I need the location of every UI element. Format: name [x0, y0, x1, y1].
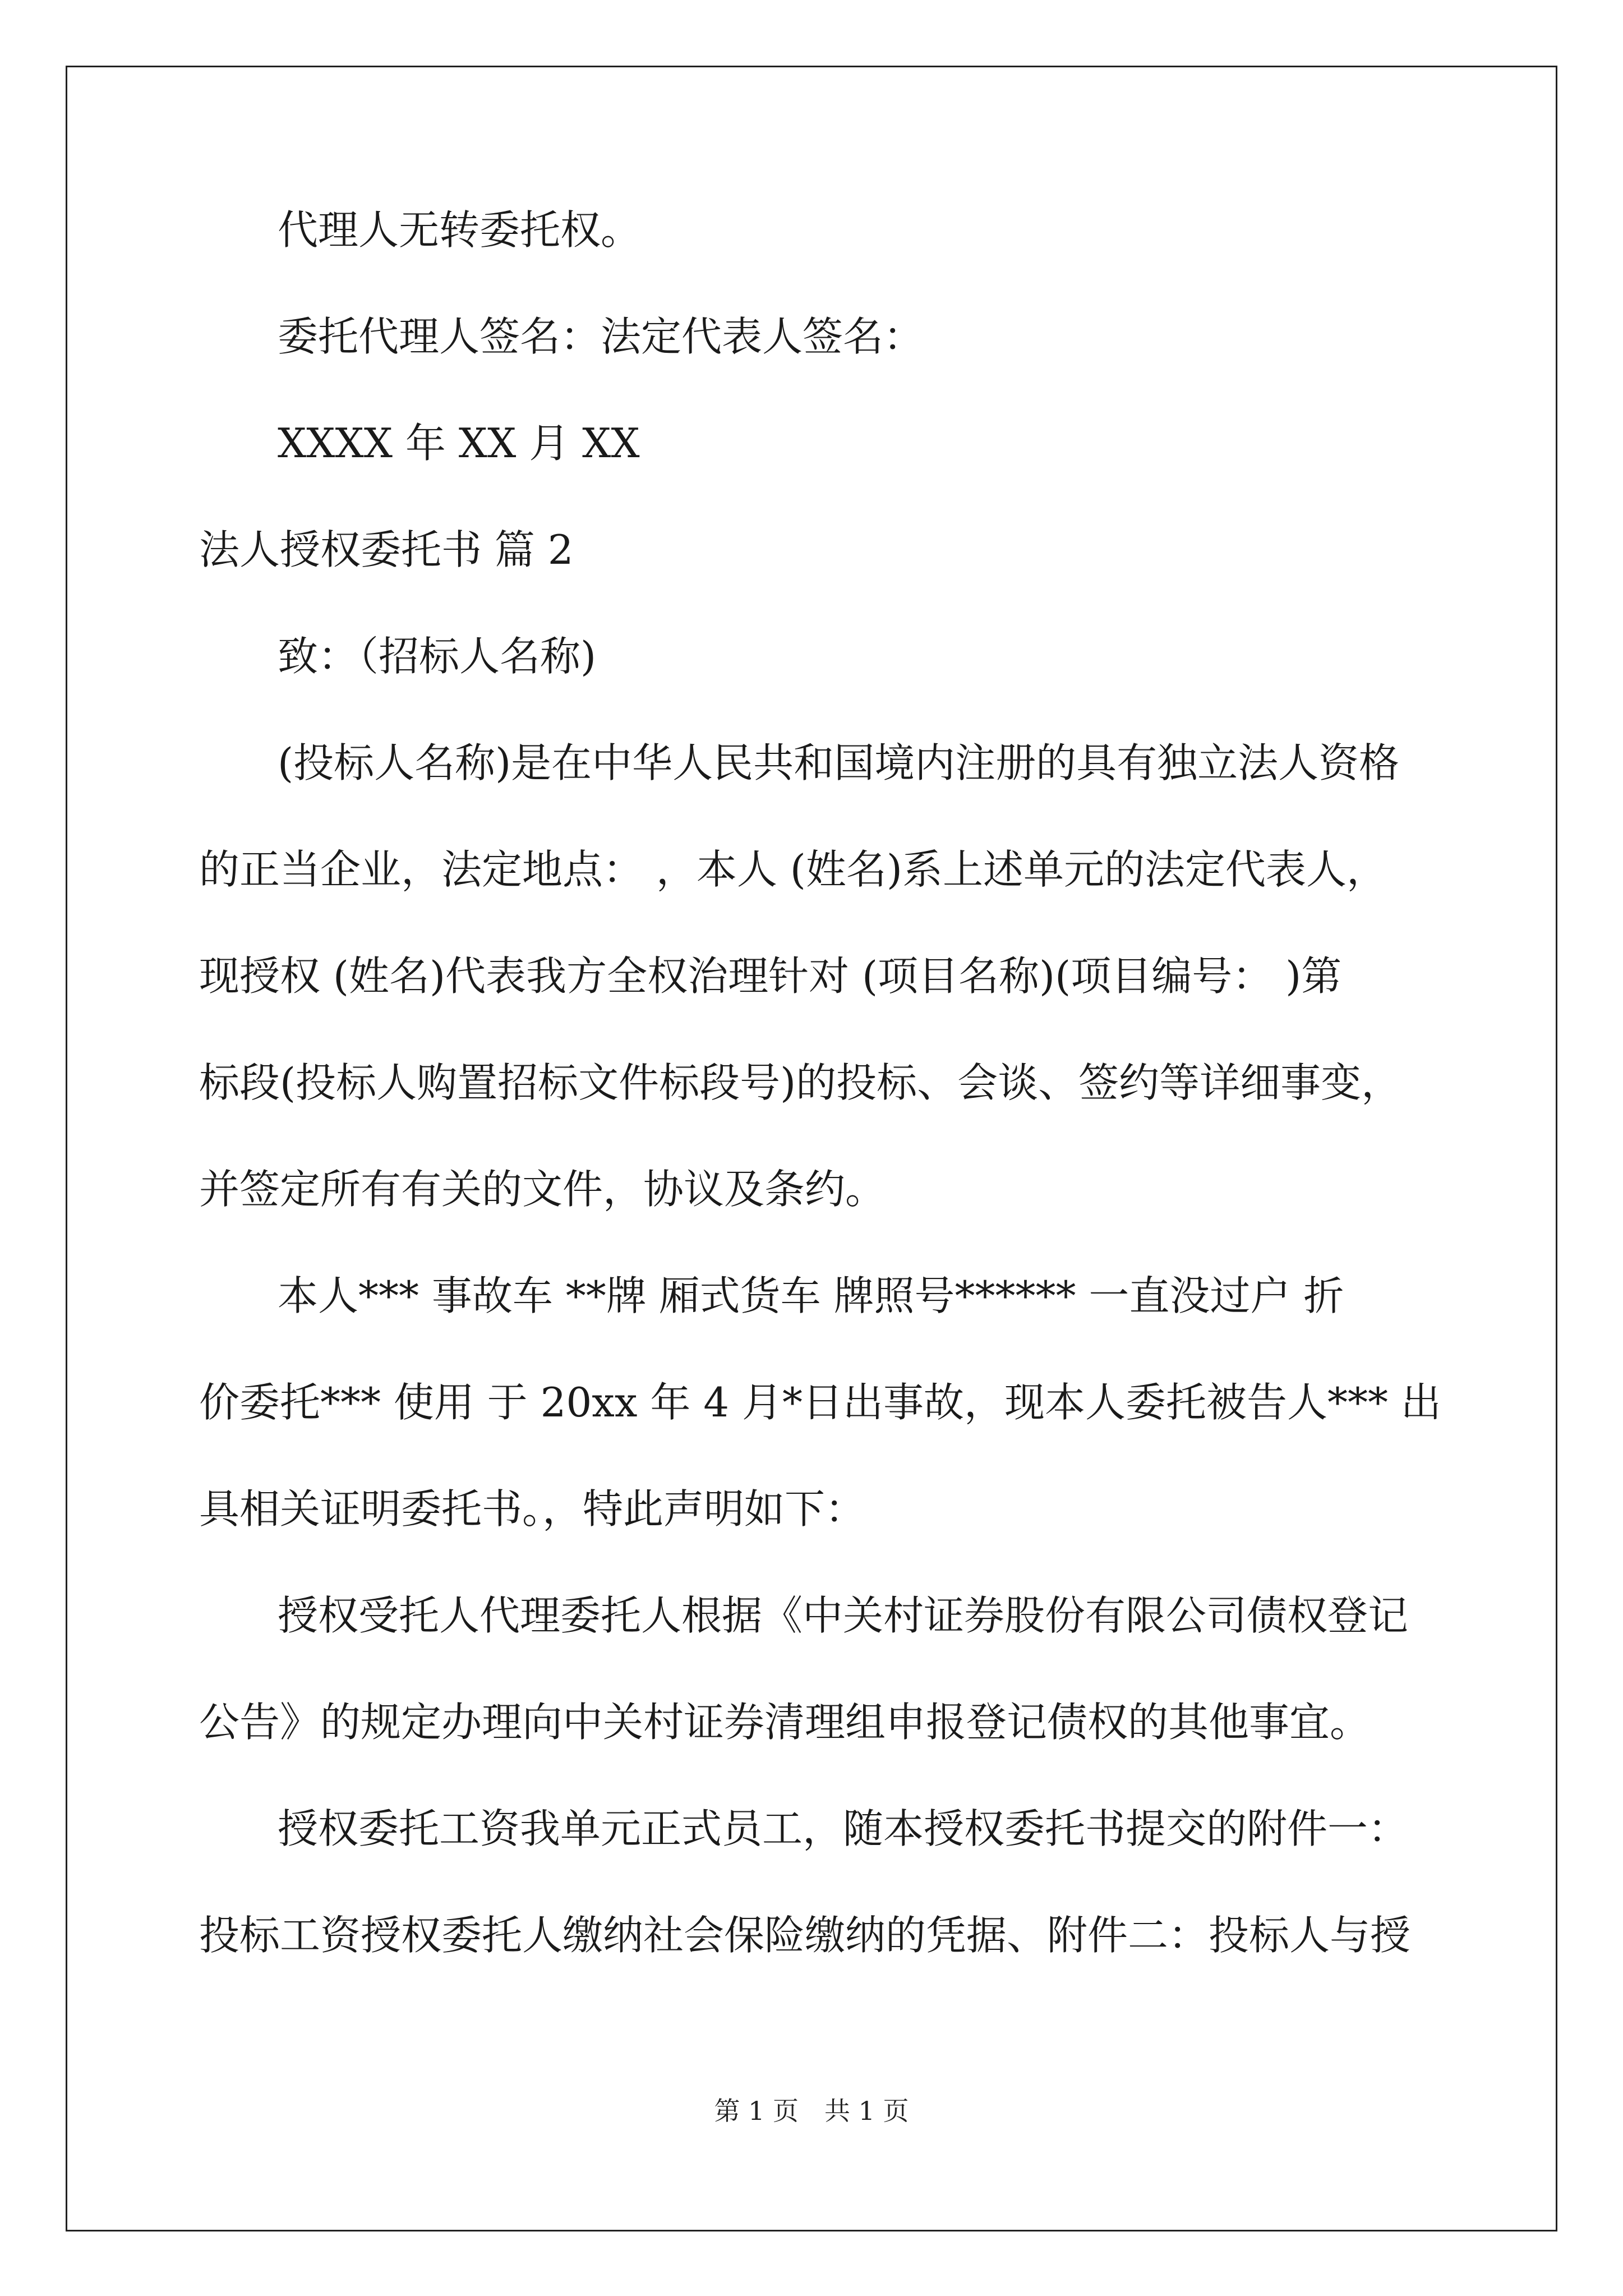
paragraph-line: 授权委托工资我单元正式员工，随本授权委托书提交的附件一： — [278, 1805, 1409, 1852]
paragraph-line: (投标人名称)是在中华人民共和国境内注册的具有独立法人资格 — [278, 739, 1400, 786]
paragraph-line: 致：（招标人名称) — [278, 633, 597, 680]
page-border — [66, 66, 1557, 2231]
paragraph-line: 本人*** 事故车 **牌 厢式货车 牌照号****** 一直没过户 折 — [278, 1272, 1344, 1319]
paragraph-line: 并签定所有有关的文件，协议及条约。 — [199, 1166, 886, 1213]
paragraph-line: 现授权 (姓名)代表我方全权治理针对 (项目名称)(项目编号： )第 — [199, 953, 1342, 1000]
paragraph-line: 授权受托人代理委托人根据《中关村证券股份有限公司债权登记 — [278, 1592, 1409, 1639]
paragraph-line: 委托代理人签名：法定代表人签名： — [278, 313, 924, 360]
paragraph-line: XXXX 年 XX 月 XX — [278, 420, 640, 467]
page-footer: 第 1 页 共 1 页 — [714, 2096, 909, 2126]
paragraph-line: 价委托*** 使用 于 20xx 年 4 月*日出事故，现本人委托被告人*** 出 — [199, 1379, 1441, 1426]
paragraph-line: 公告》的规定办理向中关村证券清理组申报登记债权的其他事宜。 — [199, 1699, 1371, 1746]
section-heading: 法人授权委托书 篇 2 — [199, 526, 574, 573]
paragraph-line: 投标工资授权委托人缴纳社会保险缴纳的凭据、附件二：投标人与授 — [199, 1912, 1411, 1959]
paragraph-line: 具相关证明委托书。，特此声明如下： — [199, 1485, 866, 1533]
paragraph-line: 标段(投标人购置招标文件标段号)的投标、会谈、签约等详细事变， — [199, 1059, 1402, 1106]
paragraph-line: 的正当企业，法定地点： ，本人 (姓名)系上述单元的法定代表人， — [199, 846, 1387, 893]
paragraph-line: 代理人无转委托权。 — [278, 206, 642, 254]
